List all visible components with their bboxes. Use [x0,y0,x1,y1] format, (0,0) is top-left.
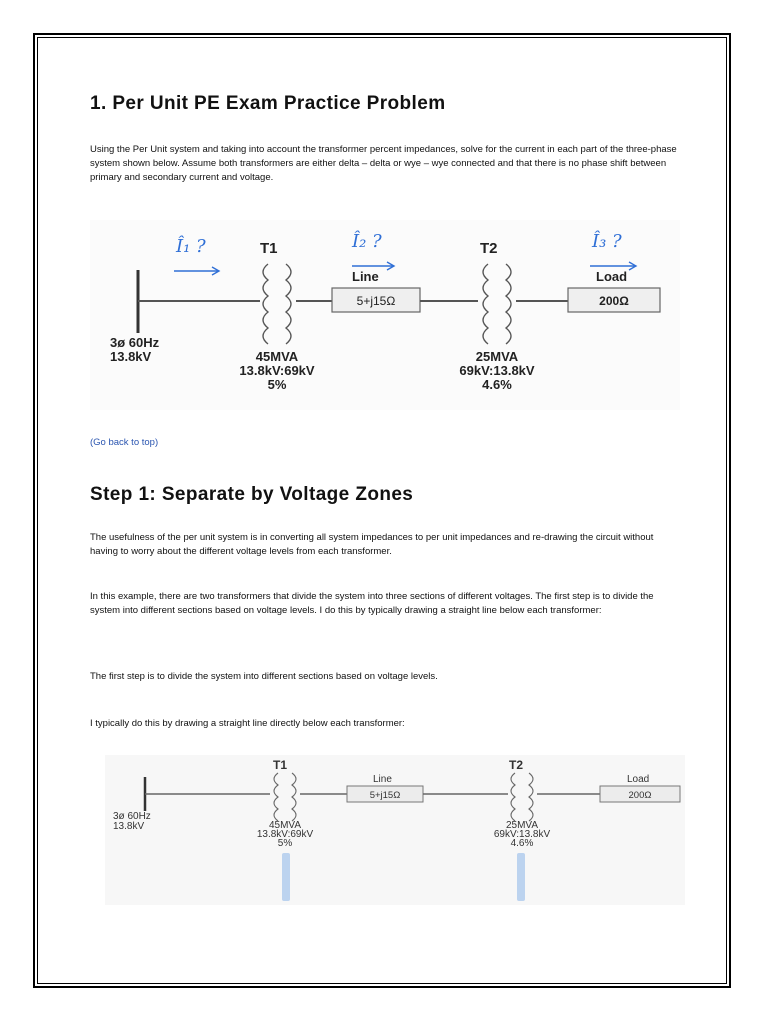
step-1-paragraph-4: I typically do this by drawing a straight line directly below each transformer: [90,718,405,729]
t2-rating: 25MVA [505,820,539,831]
t1-rating: 45MVA [255,349,299,364]
section-title: 1. Per Unit PE Exam Practice Problem [90,93,446,114]
step-1-title: Step 1: Separate by Voltage Zones [90,484,414,505]
t1-label: T1 [260,240,278,257]
step-1-paragraph-1: The usefulness of the per unit system is in converting all system impedances to per unit impedances and re-drawing the circuit without having to worry about the different voltage levels from each transformer. [90,532,654,557]
line-impedance: 5+j15Ω [369,790,401,801]
current-1-label: Î₁ ? [176,236,206,257]
t2-ratio: 69kV:13.8kV [493,829,551,840]
t2-ratio: 69kV:13.8kV [459,363,535,378]
zone-divider-2 [517,853,525,901]
t1-ratio: 13.8kV:69kV [256,829,314,840]
t2-impedance: 4.6% [510,838,534,849]
current-3-label: Î₃ ? [592,231,622,252]
t2-impedance: 4.6% [482,377,512,392]
back-to-top-link[interactable]: (Go back to top) [90,437,159,448]
t1-label: T1 [273,758,288,772]
source-label: 3ø 60Hz [110,335,160,350]
source-voltage: 13.8kV [110,349,152,364]
current-2-label: Î₂ ? [352,231,382,252]
voltage-zone-diagram [105,755,685,905]
t2-rating: 25MVA [475,349,519,364]
zone-divider-1 [282,853,290,901]
t1-impedance: 5% [267,377,287,392]
one-line-diagram [90,220,680,410]
line-label: Line [352,269,379,284]
t2-label: T2 [509,758,524,772]
t1-ratio: 13.8kV:69kV [239,363,315,378]
step-1-paragraph-2: In this example, there are two transformers that divide the system into three sections of different voltages. The first step is to divide the system into different sections based on voltage levels. I do this by typically drawing a straight line below each transformer: [90,591,654,616]
load-impedance: 200Ω [628,790,652,801]
problem-statement: Using the Per Unit system and taking into account the transformer percent impedances, solve for the current in each part of the three-phase system shown below. Assume both transformers are either delta – delta or wye – wye connected and that there is no phase shift between primary and secondary current and voltage. [90,144,677,183]
source-voltage: 13.8kV [113,821,145,832]
source-label: 3ø 60Hz [113,811,151,822]
load-label: Load [596,269,628,284]
load-impedance: 200Ω [599,294,629,308]
line-impedance: 5+j15Ω [356,294,396,308]
t2-label: T2 [480,240,498,257]
load-label: Load [627,774,650,785]
line-label: Line [373,774,392,785]
t1-rating: 45MVA [268,820,302,831]
step-1-paragraph-3: The first step is to divide the system into different sections based on voltage levels. [90,671,438,682]
t1-impedance: 5% [277,838,293,849]
